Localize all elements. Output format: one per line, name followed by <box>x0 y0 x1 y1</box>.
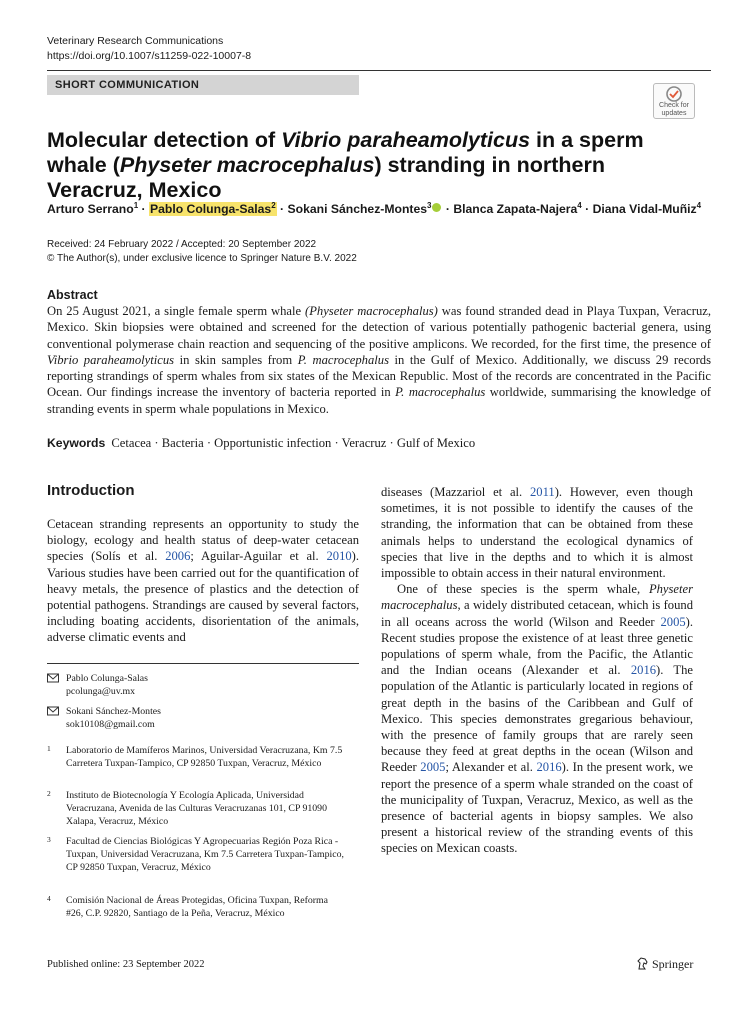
title-italic2: Physeter macrocephalus <box>119 153 375 177</box>
citation-link[interactable]: 2011 <box>529 485 555 499</box>
title-part2: in a sperm whale ( <box>47 128 644 177</box>
keywords-text: Cetacea · Bacteria · Opportunistic infection · Veracruz · Gulf of Mexico <box>111 436 476 450</box>
published-online: Published online: 23 September 2022 <box>47 959 205 970</box>
intro-paragraph-2: One of these species is the sperm whale, Physeter macrocephalus, a widely distributed cetacean, which is found in all oceans across the world (Wilson and Reeder 2005). Recent studies propose the existence of at least three genetic populations of sperm whale, from the Pacific, the Atlantic and the Indian oceans (Alexander et al. 2016). The population of the Atlantic is particularly located in regions of great depth in the basins of the Caribbean and Gulf of Mexico. This species demonstrates gregarious behaviour, with the presence of family groups that are rarely seen because they feed at great depths in the ocean (Wilson and Reeder 2005; Alexander et al. 2016). In the present work, we report the presence of a sperm whale stranded on the coast of the municipality of Tuxpan, Veracruz, Mexico, as well as the presence of bacterial agents in biopsy samples. We also present a historical review of the stranding events of this species on Mexican coasts. <box>381 582 694 856</box>
publisher-logo <box>637 957 693 972</box>
envelope-icon <box>47 705 59 717</box>
article-dates <box>47 238 357 266</box>
contact-name: Pablo Colunga-Salas <box>66 673 148 684</box>
contact-name: Sokani Sánchez-Montes <box>66 706 161 717</box>
publisher-name: Springer <box>652 957 694 971</box>
citation-link[interactable]: 2006 <box>165 549 191 564</box>
received-accepted: Received: 24 February 2022 / Accepted: 20 September 2022 <box>47 239 317 250</box>
citation-link[interactable]: 2010 <box>326 549 352 564</box>
section-label: SHORT COMMUNICATION <box>47 75 359 95</box>
affiliation-text: Instituto de Biotecnología Y Ecología Aplicada, Universidad Veracruzana, Avenida de las Culturas Veracruzanas 101, CP 91090 Xalapa, Veracruz, México <box>66 790 327 827</box>
keywords-label: Keywords <box>47 436 106 450</box>
contact-email[interactable]: pcolunga@uv.mx <box>66 686 136 697</box>
footnote-rule <box>47 663 359 664</box>
abstract-heading: Abstract <box>47 288 98 302</box>
author-separator: · <box>138 202 149 217</box>
orcid-icon[interactable] <box>432 203 441 212</box>
springer-horse-icon <box>637 957 649 970</box>
author-list <box>47 198 727 217</box>
title-part3: ) stranding in northern Veracruz, Mexico <box>47 153 605 202</box>
article-title <box>47 128 667 203</box>
intro-paragraph-1: Cetacean stranding represents an opportunity to study the biology, ecology and health status of deep-water cetacean species (Solís et al. 2006; Aguilar-Aguilar et al. 2010). Various studies have been carried out for the quantification of heavy metals, the presence of plastics and the detection of potential pathogens. Strandings are caused by several factors, including boating accidents, disorientation of the animals, adverse climatic events and <box>47 517 360 645</box>
journal-name: Veterinary Research Communications <box>47 35 224 47</box>
keywords <box>47 435 475 451</box>
author-separator: · <box>276 202 288 217</box>
citation-link[interactable]: 2016 <box>536 760 562 775</box>
author-4[interactable]: Blanca Zapata-Najera$^4$ <box>453 201 582 217</box>
affiliation-number: 2 <box>47 789 51 798</box>
contact-email[interactable]: sok10108@gmail.com <box>66 719 155 730</box>
badge-line2: updates <box>661 109 687 117</box>
affiliation-number: 1 <box>47 744 51 753</box>
title-part1: Molecular detection of <box>47 128 282 152</box>
author-2[interactable]: Pablo Colunga-Salas$^2$ <box>149 201 276 217</box>
copyright-line: © The Author(s), under exclusive licence to Springer Nature B.V. 2022 <box>47 253 357 264</box>
author-1[interactable]: Arturo Serrano$^1$ <box>47 201 139 217</box>
author-separator: · <box>442 202 454 217</box>
introduction-left-column <box>47 516 359 646</box>
journal-header <box>47 34 251 64</box>
introduction-right-column <box>381 484 693 857</box>
author-3[interactable]: Sokani Sánchez-Montes$^3$ <box>288 202 443 216</box>
badge-line1: Check for <box>659 102 689 109</box>
affiliation-text: Facultad de Ciencias Biológicas Y Agropecuarias Región Poza Rica - Tuxpan, Universidad Veracruzana, Km 7.5 Carretera Tuxpan-Tampico, CP 92850 Tuxpan, Veracruz, México <box>66 836 344 873</box>
header-rule <box>47 70 711 71</box>
author-5[interactable]: Diana Vidal-Muñiz$^4$ <box>592 201 702 217</box>
journal-doi[interactable]: https://doi.org/10.1007/s11259-022-10007-8 <box>47 50 252 62</box>
citation-link[interactable]: 2016 <box>630 663 657 678</box>
check-updates-icon <box>665 86 683 102</box>
intro-paragraph-1-cont: diseases (Mazzariol et al. 2011). However, even though sometimes, it is not possible to identify the causes of the stranding, the information that can be obtained from these animals helps to understand the ecological dynamics of species that live in the depths and to which it is almost impossible to obtain access in their natural environment. <box>381 485 693 581</box>
introduction-heading: Introduction <box>47 482 135 499</box>
citation-link[interactable]: 2005 <box>420 760 446 775</box>
check-for-updates-badge[interactable] <box>653 83 695 119</box>
title-italic1: Vibrio paraheamolyticus <box>281 128 531 152</box>
author-separator: · <box>581 202 593 217</box>
affiliation-number: 4 <box>47 894 51 903</box>
affiliation-text: Comisión Nacional de Áreas Protegidas, Oficina Tuxpan, Reforma #26, C.P. 92820, Santiago de la Peña, Veracruz, México <box>66 895 329 919</box>
citation-link[interactable]: 2005 <box>660 614 686 629</box>
envelope-icon <box>47 672 59 684</box>
affiliation-text: Laboratorio de Mamíferos Marinos, Universidad Veracruzana, Km 7.5 Carretera Tuxpan-Tampico, CP 92850 Tuxpan, Veracruz, México <box>66 745 343 769</box>
affiliation-number: 3 <box>47 835 51 844</box>
abstract-text: On 25 August 2021, a single female sperm whale (Physeter macrocephalus) was found stranded dead in Playa Tuxpan, Veracruz, Mexico. Skin biopsies were obtained and screened for the detection of various potentially pathogenic bacterial genera, using conventional polymerase chain reaction and sequencing of the positive amplicons. We recorded, for the first time, the presence of Vibrio paraheamolyticus in skin samples from P. macrocephalus in the Gulf of Mexico. Additionally, we discuss 29 records reporting strandings of sperm whales from six states of the Mexican Republic. Most of the records are concentrated in the Pacific Ocean. Our findings increase the inventory of bacteria reported in P. macrocephalus worldwide, summarising the knowledge of stranding events in sperm whale populations in Mexico. <box>47 304 711 416</box>
